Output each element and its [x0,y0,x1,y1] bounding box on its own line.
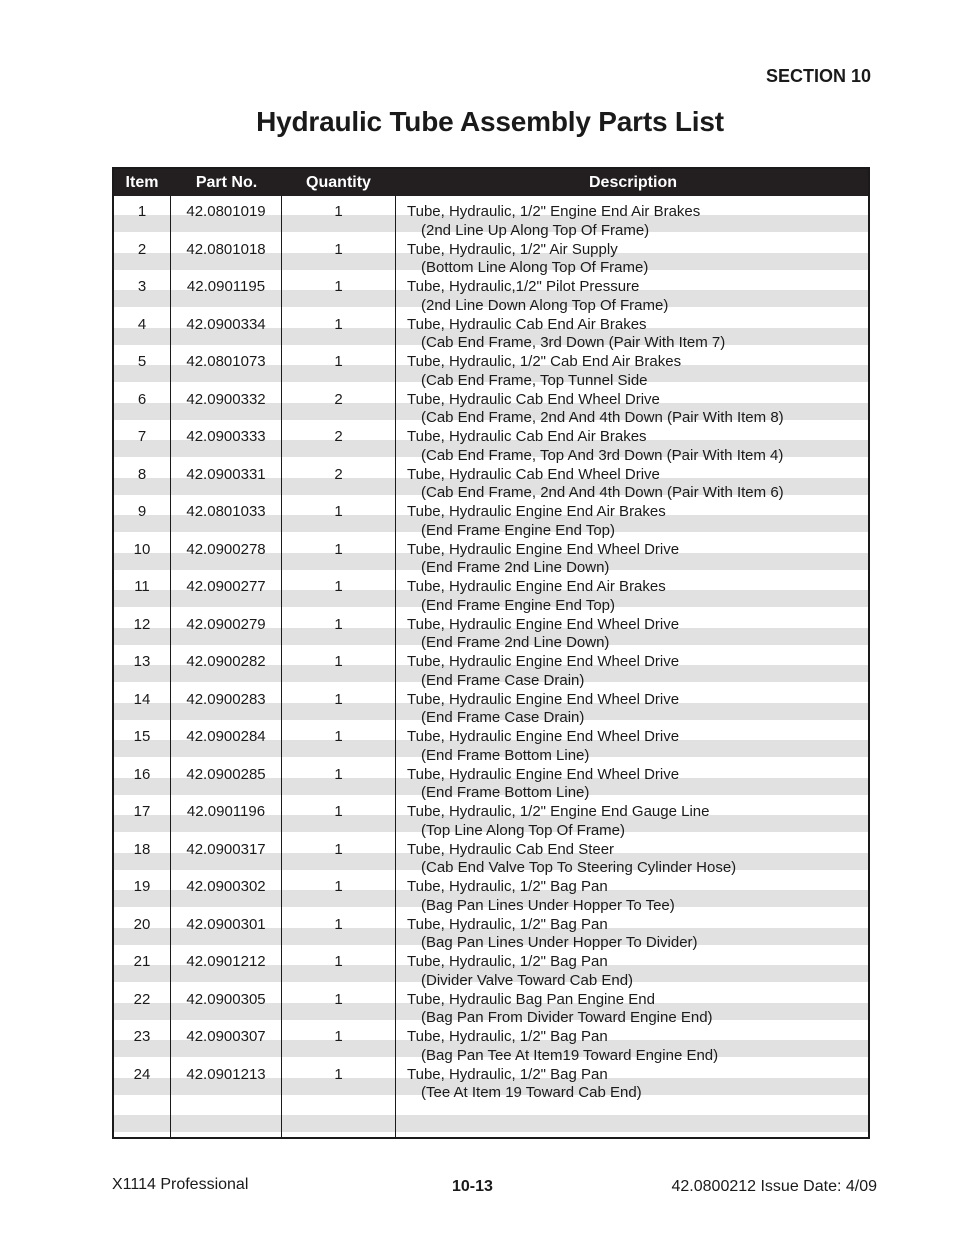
description-detail: (Cab End Frame, 2nd And 4th Down (Pair With Item 8) [421,409,784,426]
description: Tube, Hydraulic Engine End Wheel Drive [407,728,680,745]
part-number: 42.0900278 [186,540,266,558]
description-detail: (Bag Pan From Divider Toward Engine End) [421,1009,713,1026]
part-number: 42.0900334 [186,315,266,333]
quantity: 1 [334,315,343,333]
row-stripe [114,1115,868,1132]
description: Tube, Hydraulic Engine End Air Brakes [407,503,666,520]
part-number: 42.0900285 [186,765,266,783]
item-number: 21 [133,953,151,970]
item-number: 5 [137,353,147,370]
item-number: 3 [137,278,147,295]
description: Tube, Hydraulic Engine End Air Brakes [407,578,666,595]
quantity: 1 [334,915,343,933]
part-number: 42.0900277 [186,578,266,595]
col-header-item: Item [125,174,159,191]
item-number: 10 [133,540,151,558]
item-number: 6 [137,390,147,408]
item-number: 9 [137,503,147,520]
description: Tube, Hydraulic, 1/2" Bag Pan [407,915,608,933]
description-detail: (2nd Line Up Along Top Of Frame) [421,221,650,239]
description: Tube, Hydraulic Cab End Wheel Drive [407,390,660,408]
footer-page-number: 10-13 [452,1178,493,1195]
description-detail: (Cab End Frame, 3rd Down (Pair With Item 7) [421,334,726,351]
description: Tube, Hydraulic Cab End Air Brakes [407,428,647,445]
item-number: 11 [134,578,150,595]
description: Tube, Hydraulic, 1/2" Engine End Air Brakes [407,203,701,220]
quantity: 2 [334,465,343,483]
description-detail: (End Frame 2nd Line Down) [421,559,610,576]
description: Tube, Hydraulic, 1/2" Bag Pan [407,953,608,970]
quantity: 1 [334,878,343,895]
quantity: 1 [334,578,343,595]
item-number: 16 [133,765,151,783]
description-detail: (Top Line Along Top Of Frame) [421,821,625,839]
part-number: 42.0801019 [186,203,266,220]
item-number: 23 [133,1028,151,1045]
description-detail: (Bottom Line Along Top Of Frame) [421,259,649,276]
quantity: 1 [334,728,343,745]
part-number: 42.0900302 [186,878,266,895]
description: Tube, Hydraulic Cab End Wheel Drive [407,465,660,483]
part-number: 42.0900279 [186,615,266,633]
item-number: 8 [137,465,147,483]
description-detail: (Bag Pan Tee At Item19 Toward Engine End) [421,1046,719,1064]
description: Tube, Hydraulic, 1/2" Engine End Gauge Line [407,803,710,820]
quantity: 1 [334,1028,343,1045]
col-header-description: Description [588,174,677,191]
description: Tube, Hydraulic,1/2" Pilot Pressure [407,278,640,295]
item-number: 18 [133,840,151,858]
table-header [114,169,868,196]
description-detail: (End Frame Bottom Line) [421,746,590,764]
part-number: 42.0901212 [186,953,266,970]
col-header-part-no: Part No. [195,174,258,191]
description-detail: (Cab End Frame, 2nd And 4th Down (Pair With Item 6) [421,484,784,501]
part-number: 42.0900282 [186,653,266,670]
quantity: 1 [334,840,343,858]
item-number: 7 [137,428,147,445]
parts-table [112,167,870,1139]
footer-model: X1114 Professional [112,1176,249,1193]
part-number: 42.0801073 [186,353,266,370]
description-detail: (End Frame Engine End Top) [421,596,615,614]
part-number: 42.0901195 [186,278,266,295]
item-number: 20 [133,915,151,933]
item-number: 12 [133,615,151,633]
part-number: 42.0901196 [186,803,266,820]
description-detail: (Divider Valve Toward Cab End) [421,971,634,989]
item-number: 19 [133,878,151,895]
part-number: 42.0900305 [186,990,266,1008]
part-number: 42.0900331 [186,465,266,483]
description: Tube, Hydraulic Cab End Steer [407,840,615,858]
part-number: 42.0900333 [186,428,266,445]
item-number: 22 [133,990,151,1008]
item-number: 1 [137,203,147,220]
part-number: 42.0901213 [186,1065,266,1083]
quantity: 2 [334,428,343,445]
quantity: 1 [334,540,343,558]
description: Tube, Hydraulic, 1/2" Air Supply [407,240,618,258]
description: Tube, Hydraulic, 1/2" Bag Pan [407,1028,608,1045]
description-detail: (End Frame Case Drain) [421,709,585,726]
description: Tube, Hydraulic Engine End Wheel Drive [407,540,680,558]
part-number: 42.0900332 [186,390,266,408]
quantity: 1 [334,803,343,820]
part-number: 42.0900307 [186,1028,266,1045]
quantity: 1 [334,1065,343,1083]
quantity: 1 [334,765,343,783]
part-number: 42.0900317 [186,840,266,858]
description-detail: (Tee At Item 19 Toward Cab End) [421,1084,642,1101]
description-detail: (Cab End Frame, Top Tunnel Side [421,371,648,389]
item-number: 17 [133,803,151,820]
part-number: 42.0801018 [186,240,266,258]
description: Tube, Hydraulic Engine End Wheel Drive [407,653,680,670]
description: Tube, Hydraulic, 1/2" Bag Pan [407,878,608,895]
quantity: 1 [334,990,343,1008]
description: Tube, Hydraulic, 1/2" Cab End Air Brakes [407,353,682,370]
page-title: Hydraulic Tube Assembly Parts List [256,106,724,137]
quantity: 1 [334,203,343,220]
col-header-quantity: Quantity [306,174,371,191]
description: Tube, Hydraulic Engine End Wheel Drive [407,765,680,783]
quantity: 2 [334,390,343,408]
description: Tube, Hydraulic Bag Pan Engine End [407,990,655,1008]
description-detail: (End Frame Case Drain) [421,671,585,689]
description-detail: (End Frame Bottom Line) [421,784,590,801]
description-detail: (Bag Pan Lines Under Hopper To Tee) [421,896,675,914]
quantity: 1 [334,615,343,633]
description: Tube, Hydraulic Engine End Wheel Drive [407,690,680,708]
part-number: 42.0900301 [186,915,266,933]
column-divider [395,196,396,1137]
quantity: 1 [334,653,343,670]
item-number: 24 [133,1065,151,1083]
section-label: SECTION 10 [765,66,871,86]
part-number: 42.0900283 [186,690,266,708]
quantity: 1 [334,240,343,258]
description: Tube, Hydraulic, 1/2" Bag Pan [407,1065,608,1083]
quantity: 1 [334,278,343,295]
item-number: 13 [133,653,151,670]
description: Tube, Hydraulic Engine End Wheel Drive [407,615,680,633]
quantity: 1 [334,690,343,708]
description-detail: (Bag Pan Lines Under Hopper To Divider) [421,934,698,951]
item-number: 15 [133,728,151,745]
item-number: 2 [137,240,147,258]
part-number: 42.0900284 [186,728,266,745]
quantity: 1 [334,353,343,370]
quantity: 1 [334,503,343,520]
quantity: 1 [334,953,343,970]
footer-document-number: 42.0800212 Issue Date: 4/09 [671,1178,877,1195]
description-detail: (End Frame 2nd Line Down) [421,634,610,651]
description-detail: (2nd Line Down Along Top Of Frame) [421,296,669,314]
description-detail: (Cab End Frame, Top And 3rd Down (Pair With Item 4) [421,446,784,464]
part-number: 42.0801033 [186,503,266,520]
item-number: 14 [133,690,151,708]
description: Tube, Hydraulic Cab End Air Brakes [407,315,647,333]
description-detail: (Cab End Valve Top To Steering Cylinder Hose) [421,859,737,876]
description-detail: (End Frame Engine End Top) [421,521,615,539]
item-number: 4 [137,315,147,333]
